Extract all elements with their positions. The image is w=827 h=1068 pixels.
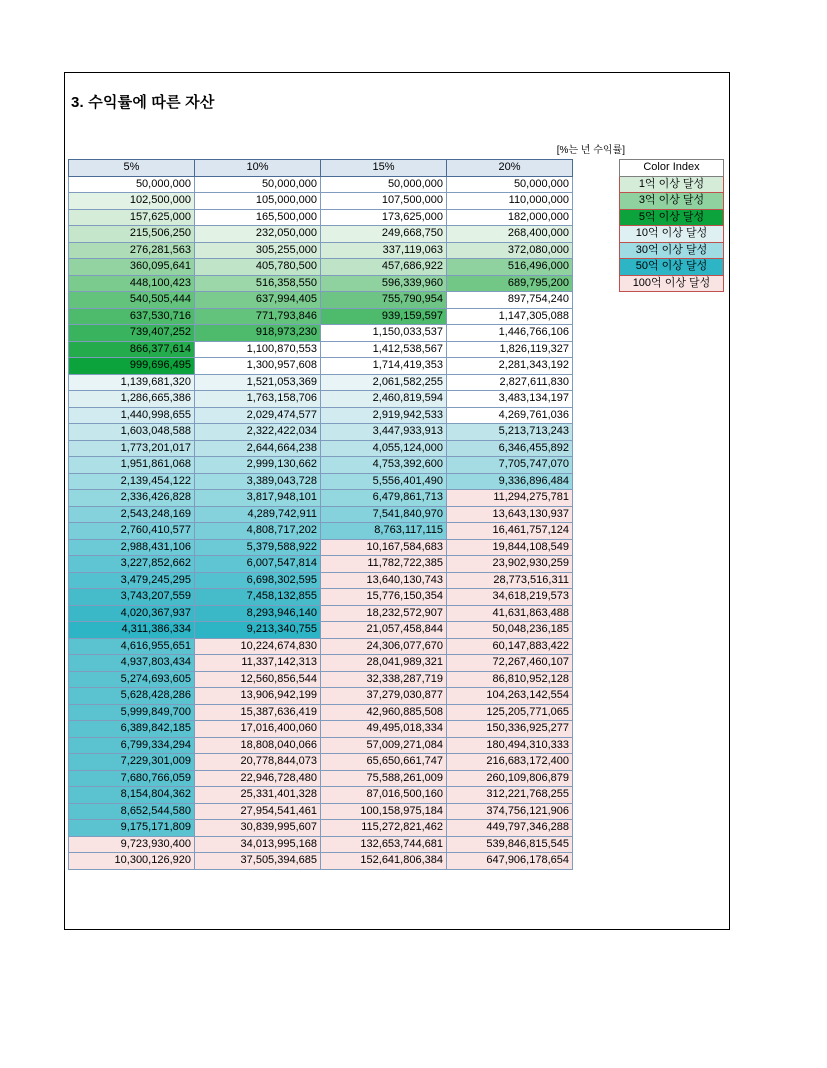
table-cell[interactable]: 4,269,761,036 bbox=[447, 407, 573, 424]
table-cell[interactable]: 13,906,942,199 bbox=[195, 688, 321, 705]
table-cell[interactable]: 60,147,883,422 bbox=[447, 638, 573, 655]
table-row bbox=[69, 638, 573, 655]
table-cell[interactable]: 13,640,130,743 bbox=[321, 572, 447, 589]
table-row bbox=[69, 622, 573, 639]
legend-row bbox=[620, 226, 724, 243]
table-row bbox=[69, 407, 573, 424]
table-cell[interactable]: 739,407,252 bbox=[69, 325, 195, 342]
table-cell[interactable]: 771,793,846 bbox=[195, 308, 321, 325]
table-row bbox=[69, 605, 573, 622]
table-cell[interactable]: 7,705,747,070 bbox=[447, 457, 573, 474]
table-cell[interactable]: 3,817,948,101 bbox=[195, 490, 321, 507]
table-cell[interactable]: 2,029,474,577 bbox=[195, 407, 321, 424]
table-row bbox=[69, 457, 573, 474]
table-cell[interactable]: 105,000,000 bbox=[195, 193, 321, 210]
table-cell[interactable]: 1,147,305,088 bbox=[447, 308, 573, 325]
table-cell[interactable]: 41,631,863,488 bbox=[447, 605, 573, 622]
table-row bbox=[69, 589, 573, 606]
page-title: 3. 수익률에 따른 자산 bbox=[71, 94, 215, 111]
table-cell[interactable]: 152,641,806,384 bbox=[321, 853, 447, 870]
table-cell[interactable]: 516,496,000 bbox=[447, 259, 573, 276]
table-cell[interactable]: 3,227,852,662 bbox=[69, 556, 195, 573]
table-cell[interactable]: 4,055,124,000 bbox=[321, 440, 447, 457]
legend-item: 3억 이상 달성 bbox=[620, 193, 724, 210]
table-cell[interactable]: 50,000,000 bbox=[195, 176, 321, 193]
table-row bbox=[69, 193, 573, 210]
legend-item: 1억 이상 달성 bbox=[620, 176, 724, 193]
table-cell[interactable]: 173,625,000 bbox=[321, 209, 447, 226]
table-cell[interactable]: 50,048,236,185 bbox=[447, 622, 573, 639]
table-row bbox=[69, 770, 573, 787]
table-cell[interactable]: 1,139,681,320 bbox=[69, 374, 195, 391]
legend-title: Color Index bbox=[620, 160, 724, 177]
legend-row bbox=[620, 275, 724, 292]
table-cell[interactable]: 3,483,134,197 bbox=[447, 391, 573, 408]
table-row bbox=[69, 506, 573, 523]
table-cell[interactable]: 11,294,275,781 bbox=[447, 490, 573, 507]
table-cell[interactable]: 539,846,815,545 bbox=[447, 836, 573, 853]
table-cell[interactable]: 337,119,063 bbox=[321, 242, 447, 259]
table-body bbox=[69, 176, 573, 869]
table-cell[interactable]: 50,000,000 bbox=[447, 176, 573, 193]
table-cell[interactable]: 7,680,766,059 bbox=[69, 770, 195, 787]
table-row bbox=[69, 226, 573, 243]
table-cell[interactable]: 3,447,933,913 bbox=[321, 424, 447, 441]
table-cell[interactable]: 305,255,000 bbox=[195, 242, 321, 259]
table-cell[interactable]: 1,521,053,369 bbox=[195, 374, 321, 391]
table-cell[interactable]: 637,530,716 bbox=[69, 308, 195, 325]
table-cell[interactable]: 276,281,563 bbox=[69, 242, 195, 259]
table-cell[interactable]: 1,300,957,608 bbox=[195, 358, 321, 375]
table-row bbox=[69, 836, 573, 853]
table-cell[interactable]: 6,346,455,892 bbox=[447, 440, 573, 457]
table-cell[interactable]: 1,100,870,553 bbox=[195, 341, 321, 358]
table-cell[interactable]: 6,007,547,814 bbox=[195, 556, 321, 573]
table-cell[interactable]: 34,618,219,573 bbox=[447, 589, 573, 606]
table-cell[interactable]: 2,336,426,828 bbox=[69, 490, 195, 507]
table-cell[interactable]: 7,458,132,855 bbox=[195, 589, 321, 606]
table-cell[interactable]: 86,810,952,128 bbox=[447, 671, 573, 688]
table-cell[interactable]: 2,139,454,122 bbox=[69, 473, 195, 490]
legend-row bbox=[620, 193, 724, 210]
table-cell[interactable]: 182,000,000 bbox=[447, 209, 573, 226]
table-row bbox=[69, 655, 573, 672]
table-cell[interactable]: 457,686,922 bbox=[321, 259, 447, 276]
legend-item: 30억 이상 달성 bbox=[620, 242, 724, 259]
table-cell[interactable]: 999,696,495 bbox=[69, 358, 195, 375]
table-header-row bbox=[69, 160, 573, 177]
table-cell[interactable]: 1,286,665,386 bbox=[69, 391, 195, 408]
column-header-15: 15% bbox=[321, 160, 447, 177]
table-row bbox=[69, 259, 573, 276]
column-header-10: 10% bbox=[195, 160, 321, 177]
column-header-5: 5% bbox=[69, 160, 195, 177]
table-cell[interactable]: 100,158,975,184 bbox=[321, 803, 447, 820]
table-row bbox=[69, 374, 573, 391]
table-cell[interactable]: 22,946,728,480 bbox=[195, 770, 321, 787]
table-cell[interactable]: 13,643,130,937 bbox=[447, 506, 573, 523]
table-cell[interactable]: 2,999,130,662 bbox=[195, 457, 321, 474]
table-cell[interactable]: 28,041,989,321 bbox=[321, 655, 447, 672]
table-cell[interactable]: 110,000,000 bbox=[447, 193, 573, 210]
table-cell[interactable]: 312,221,768,255 bbox=[447, 787, 573, 804]
legend-body bbox=[620, 176, 724, 292]
table-row bbox=[69, 803, 573, 820]
table-cell[interactable]: 102,500,000 bbox=[69, 193, 195, 210]
table-cell[interactable]: 2,919,942,533 bbox=[321, 407, 447, 424]
table-row bbox=[69, 572, 573, 589]
table-cell[interactable]: 2,543,248,169 bbox=[69, 506, 195, 523]
table-cell[interactable]: 5,213,713,243 bbox=[447, 424, 573, 441]
table-cell[interactable]: 165,500,000 bbox=[195, 209, 321, 226]
table-cell[interactable]: 1,150,033,537 bbox=[321, 325, 447, 342]
table-cell[interactable]: 11,337,142,313 bbox=[195, 655, 321, 672]
table-row bbox=[69, 688, 573, 705]
table-cell[interactable]: 215,506,250 bbox=[69, 226, 195, 243]
table-cell[interactable]: 260,109,806,879 bbox=[447, 770, 573, 787]
table-cell[interactable]: 6,799,334,294 bbox=[69, 737, 195, 754]
table-cell[interactable]: 4,808,717,202 bbox=[195, 523, 321, 540]
legend-item: 5억 이상 달성 bbox=[620, 209, 724, 226]
table-cell[interactable]: 1,714,419,353 bbox=[321, 358, 447, 375]
table-row bbox=[69, 539, 573, 556]
worksheet-page bbox=[64, 72, 730, 930]
table-cell[interactable]: 17,016,400,060 bbox=[195, 721, 321, 738]
table-cell[interactable]: 50,000,000 bbox=[321, 176, 447, 193]
table-cell[interactable]: 360,095,641 bbox=[69, 259, 195, 276]
table-cell[interactable]: 8,652,544,580 bbox=[69, 803, 195, 820]
table-row bbox=[69, 473, 573, 490]
legend-row bbox=[620, 209, 724, 226]
table-cell[interactable]: 5,628,428,286 bbox=[69, 688, 195, 705]
table-cell[interactable]: 448,100,423 bbox=[69, 275, 195, 292]
table-cell[interactable]: 405,780,500 bbox=[195, 259, 321, 276]
table-cell[interactable]: 1,773,201,017 bbox=[69, 440, 195, 457]
table-row bbox=[69, 391, 573, 408]
table-cell[interactable]: 372,080,000 bbox=[447, 242, 573, 259]
table-cell[interactable]: 4,616,955,651 bbox=[69, 638, 195, 655]
table-cell[interactable]: 9,213,340,755 bbox=[195, 622, 321, 639]
table-cell[interactable]: 87,016,500,160 bbox=[321, 787, 447, 804]
table-cell[interactable]: 647,906,178,654 bbox=[447, 853, 573, 870]
table-row bbox=[69, 424, 573, 441]
table-cell[interactable]: 15,387,636,419 bbox=[195, 704, 321, 721]
asset-growth-table bbox=[68, 159, 573, 870]
table-cell[interactable]: 9,336,896,484 bbox=[447, 473, 573, 490]
table-cell[interactable]: 10,167,584,683 bbox=[321, 539, 447, 556]
table-row bbox=[69, 440, 573, 457]
table-cell[interactable]: 49,495,018,334 bbox=[321, 721, 447, 738]
table-row bbox=[69, 292, 573, 309]
table-cell[interactable]: 10,300,126,920 bbox=[69, 853, 195, 870]
table-row bbox=[69, 209, 573, 226]
table-row bbox=[69, 737, 573, 754]
table-row bbox=[69, 176, 573, 193]
table-cell[interactable]: 4,937,803,434 bbox=[69, 655, 195, 672]
table-cell[interactable]: 20,778,844,073 bbox=[195, 754, 321, 771]
table-cell[interactable]: 2,061,582,255 bbox=[321, 374, 447, 391]
table-row bbox=[69, 490, 573, 507]
table-cell[interactable]: 689,795,200 bbox=[447, 275, 573, 292]
table-cell[interactable]: 30,839,995,607 bbox=[195, 820, 321, 837]
table-cell[interactable]: 4,020,367,937 bbox=[69, 605, 195, 622]
rate-note: [%는 년 수익률] bbox=[556, 145, 625, 156]
table-cell[interactable]: 918,973,230 bbox=[195, 325, 321, 342]
table-cell[interactable]: 374,756,121,906 bbox=[447, 803, 573, 820]
table-cell[interactable]: 8,763,117,115 bbox=[321, 523, 447, 540]
table-row bbox=[69, 721, 573, 738]
table-cell[interactable]: 24,306,077,670 bbox=[321, 638, 447, 655]
table-row bbox=[69, 787, 573, 804]
table-cell[interactable]: 5,274,693,605 bbox=[69, 671, 195, 688]
table-cell[interactable]: 2,281,343,192 bbox=[447, 358, 573, 375]
table-cell[interactable]: 157,625,000 bbox=[69, 209, 195, 226]
legend-header-row bbox=[620, 160, 724, 177]
table-cell[interactable]: 3,743,207,559 bbox=[69, 589, 195, 606]
table-cell[interactable]: 2,322,422,034 bbox=[195, 424, 321, 441]
legend-row bbox=[620, 242, 724, 259]
table-row bbox=[69, 325, 573, 342]
table-row bbox=[69, 754, 573, 771]
legend-item: 10억 이상 달성 bbox=[620, 226, 724, 243]
table-cell[interactable]: 2,644,664,238 bbox=[195, 440, 321, 457]
table-row bbox=[69, 358, 573, 375]
table-cell[interactable]: 1,763,158,706 bbox=[195, 391, 321, 408]
table-cell[interactable]: 1,412,538,567 bbox=[321, 341, 447, 358]
table-cell[interactable]: 3,479,245,295 bbox=[69, 572, 195, 589]
table-row bbox=[69, 523, 573, 540]
table-cell[interactable]: 2,760,410,577 bbox=[69, 523, 195, 540]
table-cell[interactable]: 75,588,261,009 bbox=[321, 770, 447, 787]
table-cell[interactable]: 18,808,040,066 bbox=[195, 737, 321, 754]
table-cell[interactable]: 32,338,287,719 bbox=[321, 671, 447, 688]
table-cell[interactable]: 150,336,925,277 bbox=[447, 721, 573, 738]
table-cell[interactable]: 516,358,550 bbox=[195, 275, 321, 292]
legend-item: 50억 이상 달성 bbox=[620, 259, 724, 276]
table-row bbox=[69, 242, 573, 259]
table-row bbox=[69, 341, 573, 358]
table-cell[interactable]: 9,723,930,400 bbox=[69, 836, 195, 853]
table-cell[interactable]: 125,205,771,065 bbox=[447, 704, 573, 721]
table-cell[interactable]: 5,379,588,922 bbox=[195, 539, 321, 556]
table-row bbox=[69, 556, 573, 573]
table-cell[interactable]: 1,440,998,655 bbox=[69, 407, 195, 424]
legend-row bbox=[620, 259, 724, 276]
table-cell[interactable]: 2,988,431,106 bbox=[69, 539, 195, 556]
table-cell[interactable]: 12,560,856,544 bbox=[195, 671, 321, 688]
table-cell[interactable]: 540,505,444 bbox=[69, 292, 195, 309]
column-header-20: 20% bbox=[447, 160, 573, 177]
table-cell[interactable]: 216,683,172,400 bbox=[447, 754, 573, 771]
table-cell[interactable]: 5,556,401,490 bbox=[321, 473, 447, 490]
table-row bbox=[69, 308, 573, 325]
table-cell[interactable]: 2,827,611,830 bbox=[447, 374, 573, 391]
table-row bbox=[69, 853, 573, 870]
table-row bbox=[69, 671, 573, 688]
table-cell[interactable]: 132,653,744,681 bbox=[321, 836, 447, 853]
table-cell[interactable]: 21,057,458,844 bbox=[321, 622, 447, 639]
table-cell[interactable]: 637,994,405 bbox=[195, 292, 321, 309]
table-cell[interactable]: 19,844,108,549 bbox=[447, 539, 573, 556]
table-cell[interactable]: 7,541,840,970 bbox=[321, 506, 447, 523]
table-cell[interactable]: 23,902,930,259 bbox=[447, 556, 573, 573]
table-row bbox=[69, 275, 573, 292]
table-cell[interactable]: 3,389,043,728 bbox=[195, 473, 321, 490]
table-cell[interactable]: 9,175,171,809 bbox=[69, 820, 195, 837]
table-cell[interactable]: 16,461,757,124 bbox=[447, 523, 573, 540]
table-cell[interactable]: 50,000,000 bbox=[69, 176, 195, 193]
table-cell[interactable]: 1,446,766,106 bbox=[447, 325, 573, 342]
table-cell[interactable]: 5,999,849,700 bbox=[69, 704, 195, 721]
table-cell[interactable]: 249,668,750 bbox=[321, 226, 447, 243]
color-index-legend bbox=[619, 159, 724, 292]
table-cell[interactable]: 25,331,401,328 bbox=[195, 787, 321, 804]
table-cell[interactable]: 596,339,960 bbox=[321, 275, 447, 292]
table-cell[interactable]: 897,754,240 bbox=[447, 292, 573, 309]
table-cell[interactable]: 18,232,572,907 bbox=[321, 605, 447, 622]
table-cell[interactable]: 115,272,821,462 bbox=[321, 820, 447, 837]
table-cell[interactable]: 27,954,541,461 bbox=[195, 803, 321, 820]
table-cell[interactable]: 939,159,597 bbox=[321, 308, 447, 325]
table-cell[interactable]: 37,279,030,877 bbox=[321, 688, 447, 705]
table-cell[interactable]: 65,650,661,747 bbox=[321, 754, 447, 771]
table-cell[interactable]: 72,267,460,107 bbox=[447, 655, 573, 672]
table-cell[interactable]: 232,050,000 bbox=[195, 226, 321, 243]
legend-row bbox=[620, 176, 724, 193]
table-cell[interactable]: 28,773,516,311 bbox=[447, 572, 573, 589]
table-cell[interactable]: 34,013,995,168 bbox=[195, 836, 321, 853]
table-cell[interactable]: 4,753,392,600 bbox=[321, 457, 447, 474]
table-cell[interactable]: 449,797,346,288 bbox=[447, 820, 573, 837]
table-cell[interactable]: 10,224,674,830 bbox=[195, 638, 321, 655]
table-cell[interactable]: 37,505,394,685 bbox=[195, 853, 321, 870]
table-cell[interactable]: 8,154,804,362 bbox=[69, 787, 195, 804]
table-cell[interactable]: 104,263,142,554 bbox=[447, 688, 573, 705]
table-cell[interactable]: 57,009,271,084 bbox=[321, 737, 447, 754]
table-cell[interactable]: 11,782,722,385 bbox=[321, 556, 447, 573]
table-cell[interactable]: 107,500,000 bbox=[321, 193, 447, 210]
table-cell[interactable]: 1,826,119,327 bbox=[447, 341, 573, 358]
table-cell[interactable]: 6,389,842,185 bbox=[69, 721, 195, 738]
table-cell[interactable]: 2,460,819,594 bbox=[321, 391, 447, 408]
table-row bbox=[69, 704, 573, 721]
table-row bbox=[69, 820, 573, 837]
table-cell[interactable]: 15,776,150,354 bbox=[321, 589, 447, 606]
table-cell[interactable]: 268,400,000 bbox=[447, 226, 573, 243]
table-cell[interactable]: 6,479,861,713 bbox=[321, 490, 447, 507]
table-cell[interactable]: 42,960,885,508 bbox=[321, 704, 447, 721]
table-cell[interactable]: 8,293,946,140 bbox=[195, 605, 321, 622]
table-cell[interactable]: 4,311,386,334 bbox=[69, 622, 195, 639]
table-cell[interactable]: 6,698,302,595 bbox=[195, 572, 321, 589]
table-cell[interactable]: 755,790,954 bbox=[321, 292, 447, 309]
table-cell[interactable]: 866,377,614 bbox=[69, 341, 195, 358]
legend-item: 100억 이상 달성 bbox=[620, 275, 724, 292]
table-cell[interactable]: 1,951,861,068 bbox=[69, 457, 195, 474]
table-cell[interactable]: 1,603,048,588 bbox=[69, 424, 195, 441]
table-cell[interactable]: 7,229,301,009 bbox=[69, 754, 195, 771]
table-cell[interactable]: 4,289,742,911 bbox=[195, 506, 321, 523]
table-cell[interactable]: 180,494,310,333 bbox=[447, 737, 573, 754]
